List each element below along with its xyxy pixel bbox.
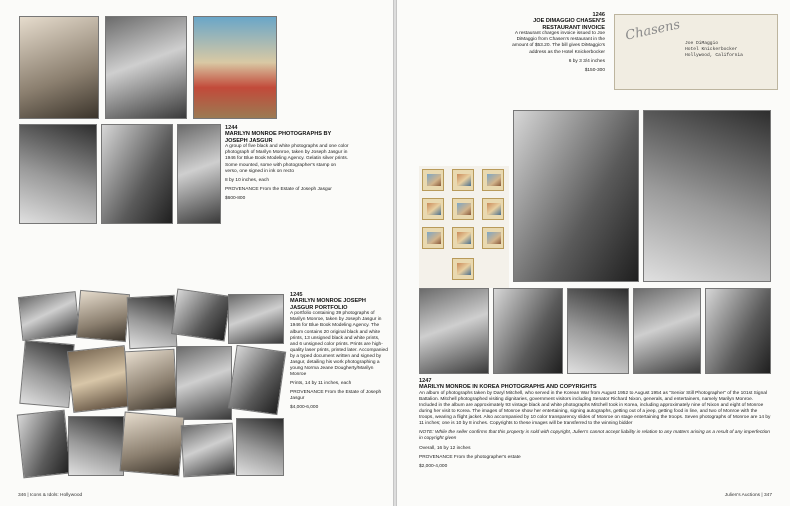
- portfolio-photo: [119, 411, 184, 476]
- photo-korea-row: [567, 288, 629, 374]
- portfolio-photo: [68, 416, 124, 476]
- lot-estimate: $150-300: [584, 67, 605, 73]
- portfolio-photo: [124, 349, 177, 412]
- lot-estimate: $2,000-4,000: [419, 463, 448, 469]
- photo-korea-soldier: [513, 110, 639, 282]
- portfolio-photo: [236, 418, 284, 476]
- lot-note: NOTE: While the seller confirms that this property is sold with copyright, Julien's cannot accept liability in relation to any matters arising as a result of any imperfection in copyright given: [419, 430, 770, 442]
- invoice-line: Hollywood, California: [685, 53, 743, 58]
- color-slide: [482, 198, 504, 220]
- lot-provenance: PROVENANCE From the photographer's estate: [419, 454, 521, 460]
- lot-provenance: PROVENANCE From the Estate of Joseph Jasgur: [225, 186, 332, 192]
- lot-size: Overall, 16 by 12 inches: [419, 445, 471, 451]
- color-slide: [482, 169, 504, 191]
- color-slide: [422, 198, 444, 220]
- photo-korea-row: [633, 288, 701, 374]
- lot-size: Prints, 14 by 11 inches, each: [290, 381, 352, 387]
- photo-jasgur-4: [101, 124, 173, 224]
- lot-number: 1247: [419, 378, 432, 384]
- lot-estimate: $600-800: [225, 195, 246, 201]
- lot-description: A group of five black and white photographs and one color photograph of Marilyn Monroe, taken by Joseph Jasgur in 1946 for Blue Book Modeling Agency. Gelatin silver prints. Some mounted, some with photographer's stamp on verso, one signed in ink on recto: [225, 144, 349, 174]
- portfolio-photo: [17, 410, 71, 479]
- portfolio-photo: [176, 346, 232, 420]
- photo-jasgur-2: [105, 16, 187, 119]
- portfolio-photo: [228, 345, 286, 415]
- lot-size: 6 by 3 3/4 inches: [568, 58, 605, 64]
- photo-korea-row: [705, 288, 771, 374]
- lot-description: A portfolio containing 39 photographs of Marilyn Monroe, taken by Joseph Jasgur in 1946 for Blue Book Modeling Agency. The album contains 20 original black and white prints, 13 unsigned black and white prints, and 6 unsigned color prints. Prints are high-quality laser prints, printed later. Accompanied by a typed document written and signed by Jasgur, detailing his work photographing a young Norma Jeane Dougherty/Marilyn Monroe: [290, 311, 388, 378]
- chasens-invoice: [614, 14, 778, 90]
- portfolio-photo: [171, 288, 231, 341]
- lot-title: JOE DIMAGGIO CHASEN'S RESTAURANT INVOICE: [533, 18, 605, 31]
- lot-size: 8 by 10 inches, each: [225, 177, 270, 183]
- portfolio-photo: [181, 423, 236, 478]
- slides-board: [419, 166, 509, 288]
- invoice-header: Chasens: [624, 17, 682, 44]
- portfolio-photo: [67, 345, 131, 413]
- photo-korea-row: [419, 288, 489, 374]
- portfolio-photo: [18, 291, 80, 341]
- color-slide: [452, 227, 474, 249]
- lot-1246-text: [507, 12, 605, 74]
- lot-description: An album of photographs taken by Daryl Mitchell, who served in the Korean War from August 1952 to August 1954 as "Senior Still Photographer" of the 101st Signal Battalion. Mitchell photographed visiting dignitaries, government visitors including Senator Richard Nixon, generals, and entertainers, namely Marilyn Monroe. Included in the album are approximately 93 vintage black and white photographs Mitchell took in Korea, including approximately nine of Nixon and eight of Monroe during her visit to Korea. The images of Monroe show her entertaining, signing autographs, getting out of a jeep, getting food in line, and two of Monroe with the troops, wearing a flight jacket. Also accompanied by 10 color transparency slides of Monroe on stage entertaining the troops. Seven photographs of Monroe are 14 by 11 inches; one is 10 by 8 inches. Copyrights to these images will be transferred to the winning bidder: [419, 390, 771, 427]
- footer-right: Julien's Auctions | 347: [724, 493, 772, 498]
- lot-title: MARILYN MONROE JOSEPH JASGUR PORTFOLIO: [290, 298, 366, 311]
- lot-number: 1245: [290, 292, 303, 298]
- photo-korea-jacket: [643, 110, 771, 282]
- color-slide: [422, 169, 444, 191]
- footer-left: 346 | Icons & Idols: Hollywood: [18, 493, 83, 498]
- invoice-line: Joe DiMaggio: [685, 41, 719, 46]
- lot-description: A restaurant charges invoice issued to Joe DiMaggio from Chasen's restaurant in the amount of $53.20. The bill gives DiMaggio's address as the Hotel Knickerbocker: [512, 31, 605, 55]
- lot-estimate: $4,000-6,000: [290, 405, 319, 411]
- lot-1247-text: [419, 378, 771, 470]
- color-slide: [452, 258, 474, 280]
- color-slide: [482, 227, 504, 249]
- right-page: [397, 0, 790, 506]
- photo-jasgur-3: [19, 124, 97, 224]
- portfolio-photo: [127, 295, 178, 349]
- lot-title: MARILYN MONROE IN KOREA PHOTOGRAPHS AND COPYRIGHTS: [419, 384, 597, 391]
- lot-number: 1246: [592, 12, 605, 18]
- lot-number: 1244: [225, 125, 238, 131]
- color-slide: [422, 227, 444, 249]
- lot-1244-text: [225, 125, 350, 202]
- invoice-line: Hotel Knickerbocker: [685, 47, 738, 52]
- color-slide: [452, 169, 474, 191]
- photo-jasgur-5: [177, 124, 221, 224]
- portfolio-photo: [228, 294, 284, 344]
- photo-jasgur-1: [19, 16, 99, 119]
- photo-korea-row: [493, 288, 563, 374]
- lot-provenance: PROVENANCE From the Estate of Joseph Jasgur: [290, 390, 382, 402]
- portfolio-photo: [76, 290, 130, 342]
- lot-1245-text: [290, 292, 388, 411]
- photo-jasgur-color: [193, 16, 277, 119]
- portfolio-collage: [18, 290, 286, 480]
- lot-title: MARILYN MONROE PHOTOGRAPHS BY JOSEPH JASGUR: [225, 131, 332, 144]
- left-page: [0, 0, 393, 506]
- color-slide: [452, 198, 474, 220]
